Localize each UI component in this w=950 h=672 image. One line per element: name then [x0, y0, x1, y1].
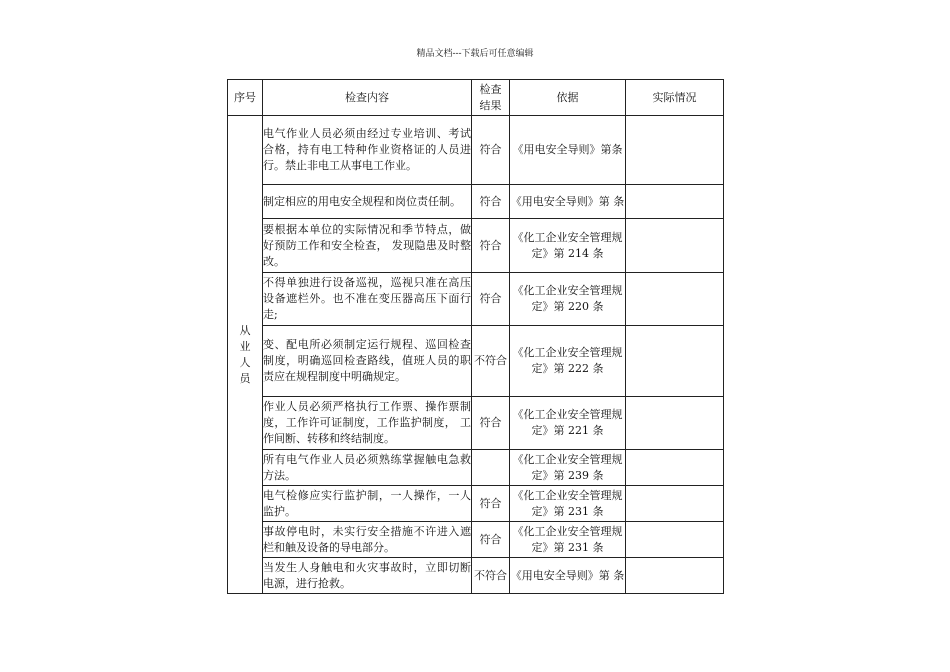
- column-header-actual: 实际情况: [626, 80, 724, 116]
- result-cell: 符合: [472, 397, 510, 450]
- content-cell: 电气检修应实行监护制，一人操作，一人监护。: [263, 486, 472, 522]
- content-cell: 要根据本单位的实际情况和季节特点，做好预防工作和安全检查， 发现隐患及时整改。: [263, 219, 472, 273]
- content-cell: 事故停电时，未实行安全措施不许进入遮栏和触及设备的导电部分。: [263, 522, 472, 558]
- actual-cell: [626, 185, 724, 219]
- basis-cell: 《化工企业安全管理规定》第 221 条: [510, 397, 626, 450]
- content-cell: 不得单独进行设备巡视，巡视只准在高压设备遮栏外。也不准在变压器高压下面行走;: [263, 273, 472, 326]
- table-row: [228, 273, 724, 326]
- result-cell: 符合: [472, 273, 510, 326]
- column-header-result: 检查结果: [472, 80, 510, 116]
- actual-cell: [626, 273, 724, 326]
- page-header: 精品文档---下载后可任意编辑: [416, 49, 534, 59]
- basis-cell: 《化工企业安全管理规定》第 222 条: [510, 326, 626, 397]
- content-cell: 制定相应的用电安全规程和岗位责任制。: [263, 185, 472, 219]
- result-cell: 符合: [472, 185, 510, 219]
- actual-cell: [626, 450, 724, 486]
- table-row: [228, 486, 724, 522]
- result-cell: 不符合: [472, 326, 510, 397]
- table-row: [228, 522, 724, 558]
- basis-cell: 《用电安全导则》第条: [510, 116, 626, 185]
- content-cell: 作业人员必须严格执行工作票、操作票制度，工作许可证制度，工作监护制度， 工作间断、转移和终结制度。: [263, 397, 472, 450]
- category-char: 业: [239, 339, 251, 353]
- table-row: [228, 558, 724, 594]
- result-cell: [472, 450, 510, 486]
- actual-cell: [626, 558, 724, 594]
- actual-cell: [626, 522, 724, 558]
- table-row: [228, 219, 724, 273]
- result-cell: 符合: [472, 116, 510, 185]
- basis-cell: 《化工企业安全管理规定》第 231 条: [510, 522, 626, 558]
- basis-cell: 《化工企业安全管理规定》第 214 条: [510, 219, 626, 273]
- table-row: [228, 116, 724, 185]
- inspection-table: [227, 79, 724, 594]
- column-header-seq: 序号: [228, 80, 263, 116]
- table-row: [228, 326, 724, 397]
- result-cell: 符合: [472, 522, 510, 558]
- actual-cell: [626, 397, 724, 450]
- category-char: 人: [239, 355, 251, 369]
- category-char: 从: [239, 323, 251, 337]
- category-char: 员: [239, 371, 251, 385]
- table-header-row: [228, 80, 724, 116]
- result-cell: 符合: [472, 219, 510, 273]
- result-cell: 符合: [472, 486, 510, 522]
- basis-cell: 《化工企业安全管理规定》第 220 条: [510, 273, 626, 326]
- basis-cell: 《化工企业安全管理规定》第 239 条: [510, 450, 626, 486]
- actual-cell: [626, 326, 724, 397]
- column-header-basis: 依据: [510, 80, 626, 116]
- actual-cell: [626, 219, 724, 273]
- basis-cell: 《用电安全导则》第 条: [510, 558, 626, 594]
- actual-cell: [626, 116, 724, 185]
- category-cell: [228, 116, 263, 594]
- column-header-content: 检查内容: [263, 80, 472, 116]
- table-row: [228, 450, 724, 486]
- content-cell: 当发生人身触电和火灾事故时，立即切断电源，进行抢救。: [263, 558, 472, 594]
- actual-cell: [626, 486, 724, 522]
- result-cell: 不符合: [472, 558, 510, 594]
- table-row: [228, 185, 724, 219]
- content-cell: 变、配电所必须制定运行规程、巡回检查制度，明确巡回检查路线，值班人员的职责应在规程制度中明确规定。: [263, 326, 472, 397]
- table-row: [228, 397, 724, 450]
- basis-cell: 《化工企业安全管理规定》第 231 条: [510, 486, 626, 522]
- content-cell: 所有电气作业人员必须熟练掌握触电急救方法。: [263, 450, 472, 486]
- content-cell: 电气作业人员必须由经过专业培训、考试合格，持有电工特种作业资格证的人员进行。禁止非电工从事电工作业。: [263, 116, 472, 185]
- basis-cell: 《用电安全导则》第 条: [510, 185, 626, 219]
